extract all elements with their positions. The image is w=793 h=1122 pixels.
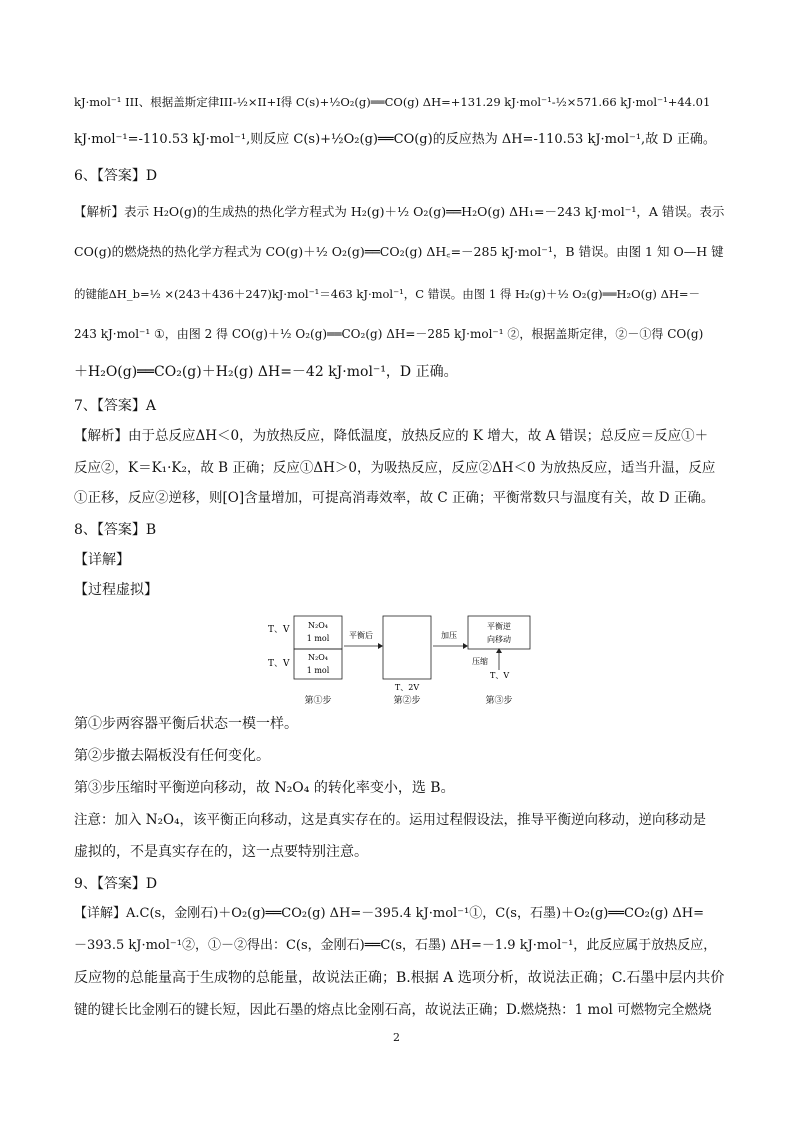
text-line: 反应物的总能量高于生成物的总能量，故说法正确；B.根据 A 选项分析，故说法正确；C.石墨中层内共价 [74,970,725,986]
question-answer: 6、【答案】D [74,168,158,184]
arrow-right-icon [463,643,468,649]
text-line: kJ·mol⁻¹ III、根据盖斯定律III-½×II+I得 C(s)+½O₂(g)══CO(g) ΔH=+131.29 kJ·mol⁻¹-½×571.66 kJ·mol⁻¹+44.01 [74,95,711,109]
step3-label: 第③步 [485,696,513,706]
arrow1-label: 平衡后 [349,631,373,640]
question-answer: 8、【答案】B [74,522,157,538]
section-label: 【过程虚拟】 [74,582,158,598]
container-box-3 [383,616,431,679]
text-line: 反应②，K＝K₁·K₂，故 B 正确；反应①ΔH＞0，为吸热反应，反应②ΔH＜0 为放热反应，适当升温，反应 [74,460,716,476]
compress-label: 压缩 [472,657,488,666]
text-line: 第③步压缩时平衡逆向移动，故 N₂O₄ 的转化率变小，选 B。 [74,780,455,796]
section-label: 【详解】 [74,552,130,568]
box1-species: N₂O₄ [308,621,328,630]
step2-label: 第②步 [393,696,421,706]
diagram-label-tv-bottom: T、V [268,659,290,669]
text-line: ①正移，反应②逆移，则[O]含量增加，可提高消毒效率，故 C 正确；平衡常数只与温度有关，故 D 正确。 [74,490,715,506]
text-line: 键的键长比金刚石的键长短，因此石墨的熔点比金刚石高，故说法正确；D.燃烧热：1 mol 可燃物完全燃烧 [74,1002,712,1018]
text-line: kJ·mol⁻¹=-110.53 kJ·mol⁻¹,则反应 C(s)+½O₂(g)══CO(g)的反应热为 ΔH=-110.53 kJ·mol⁻¹,故 D 正确。 [74,132,716,147]
text-line: 虚拟的，不是真实存在的，这一点要特别注意。 [74,844,368,860]
page-number: 2 [393,1031,400,1044]
process-diagram [266,610,536,710]
arrow-right-icon [378,643,383,649]
arrow2-label: 加压 [441,631,457,640]
step1-label: 第①步 [304,696,332,706]
box4-tv: T、V [490,671,510,680]
container-box-4 [468,616,530,649]
text-line: 第①步两容器平衡后状态一模一样。 [74,716,298,732]
text-line: －393.5 kJ·mol⁻¹②，①－②得出：C(s，金刚石)══C(s，石墨) ΔH=－1.9 kJ·mol⁻¹，此反应属于放热反应， [74,938,717,953]
box2-species: N₂O₄ [308,653,328,662]
box1-amount: 1 mol [306,634,330,643]
text-line: 【详解】A.C(s，金刚石)＋O₂(g)══CO₂(g) ΔH=－395.4 kJ·mol⁻¹①，C(s，石墨)＋O₂(g)══CO₂(g) ΔH= [74,906,705,921]
text-line: 【解析】由于总反应ΔH＜0，为放热反应，降低温度，放热反应的 K 增大，故 A 错误；总反应＝反应①＋ [74,428,709,444]
text-line: 注意：加入 N₂O₄，该平衡正向移动，这是真实存在的。运用过程假设法，推导平衡逆向移动，逆向移动是 [74,812,706,828]
text-line: CO(g)的燃烧热的热化学方程式为 CO(g)＋½ O₂(g)══CO₂(g) ΔH꜀=－285 kJ·mol⁻¹，B 错误。由图 1 知 O—H 键 [74,244,724,259]
text-line: 第②步撤去隔板没有任何变化。 [74,748,270,764]
box2-amount: 1 mol [306,666,330,675]
question-answer: 7、【答案】A [74,398,157,414]
text-line: 的键能ΔH_b=½ ×(243＋436＋247)kJ·mol⁻¹＝463 kJ·mol⁻¹，C 错误。由图 1 得 H₂(g)＋½ O₂(g)══H₂O(g) ΔH=－ [74,287,701,301]
box3-label: T、2V [394,683,420,692]
diagram-label-tv-top: T、V [268,625,290,635]
box4-line1: 平衡逆 [487,622,511,631]
text-line: ＋H₂O(g)══CO₂(g)＋H₂(g) ΔH=－42 kJ·mol⁻¹，D 正确。 [74,364,458,380]
text-line: 243 kJ·mol⁻¹ ①，由图 2 得 CO(g)＋½ O₂(g)══CO₂(g) ΔH=－285 kJ·mol⁻¹ ②，根据盖斯定律，②－①得 CO(g) [74,327,704,341]
box4-line2: 向移动 [487,635,511,644]
question-answer: 9、【答案】D [74,876,158,892]
text-line: 【解析】表示 H₂O(g)的生成热的热化学方程式为 H₂(g)＋½ O₂(g)══H₂O(g) ΔH₁=－243 kJ·mol⁻¹，A 错误。表示 [74,204,725,219]
